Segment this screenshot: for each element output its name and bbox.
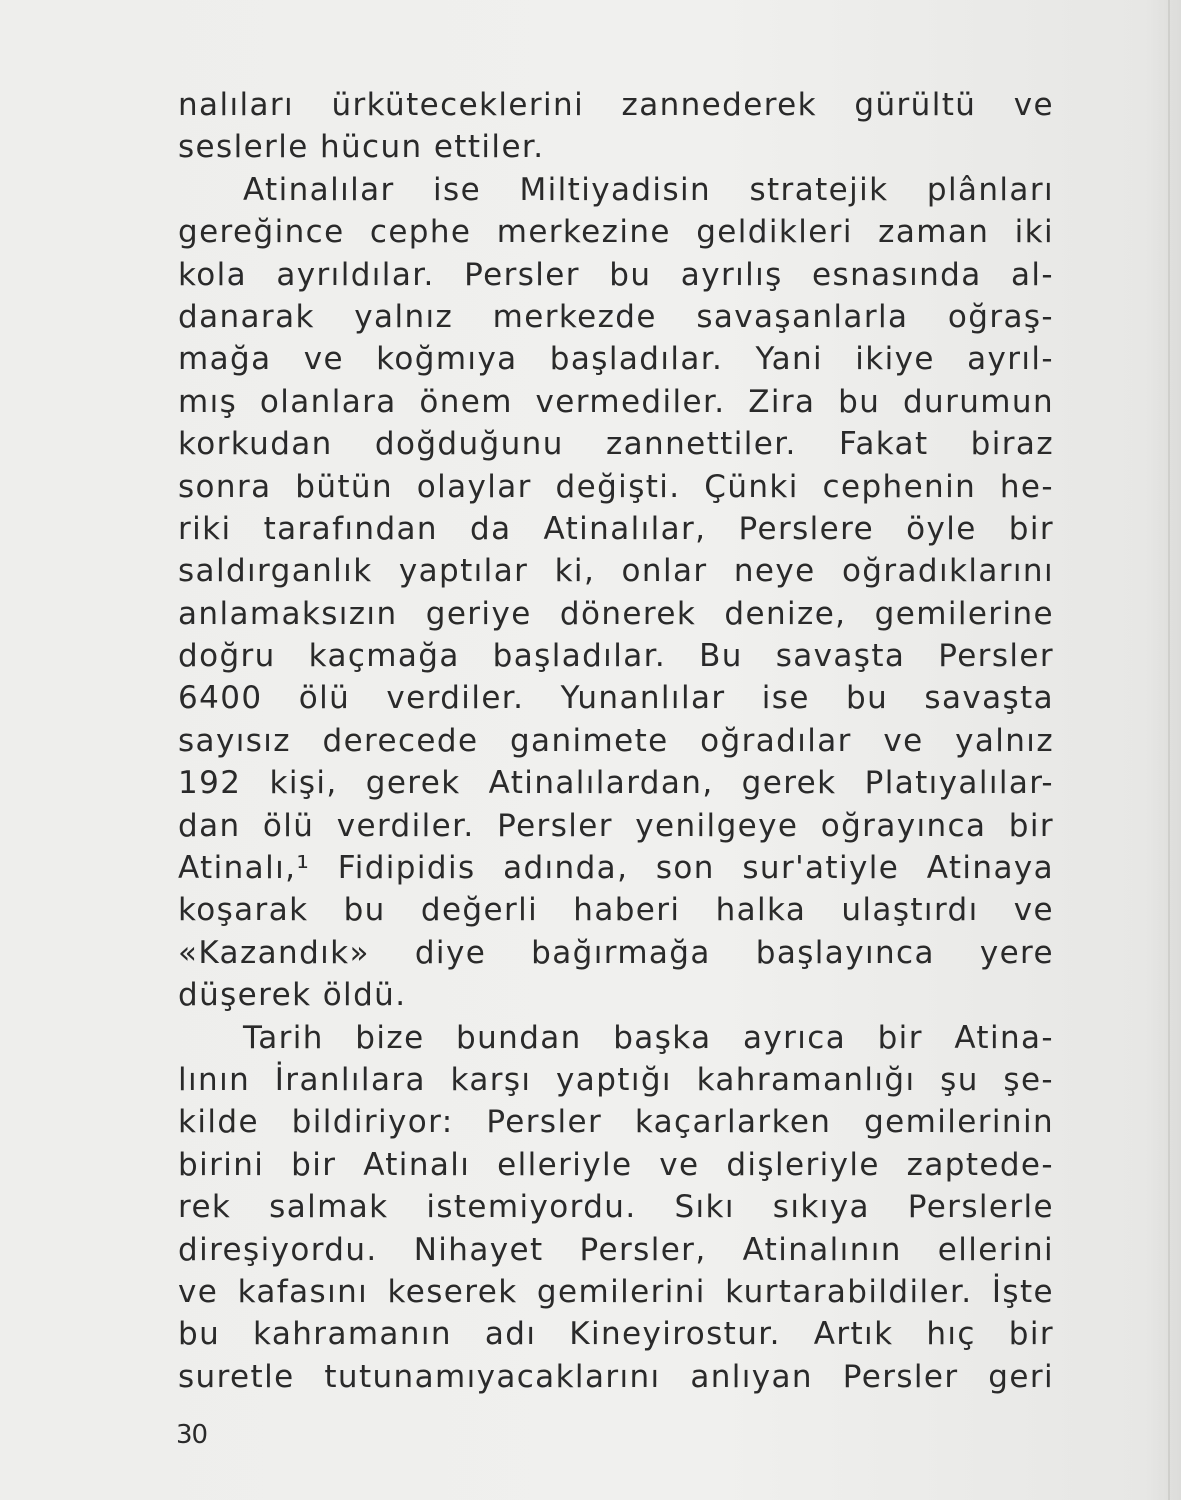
text-line: sonra bütün olaylar değişti. Çünki cephenin he- bbox=[178, 468, 1054, 505]
text-line-paragraph-start: Atinalılar ise Miltiyadisin stratejik plânları bbox=[243, 171, 1054, 208]
text-line: suretle tutunamıyacaklarını anlıyan Persler geri bbox=[178, 1358, 1054, 1395]
text-line: ve kafasını keserek gemilerini kurtarabildiler. İşte bbox=[178, 1273, 1054, 1310]
text-line: gereğince cephe merkezine geldikleri zaman iki bbox=[178, 214, 1054, 251]
text-line: Atinalı,¹ Fidipidis adında, son sur'atiyle Atinaya bbox=[178, 850, 1054, 887]
page-edge-shadow bbox=[1168, 0, 1170, 1500]
text-line: 6400 ölü verdiler. Yunanlılar ise bu savaşta bbox=[178, 680, 1054, 717]
text-line: saldırganlık yaptılar ki, onlar neye oğradıklarını bbox=[178, 553, 1054, 590]
text-line: birini bir Atinalı elleriyle ve dişleriyle zaptede- bbox=[178, 1146, 1054, 1183]
text-line: mış olanlara önem vermediler. Zira bu durumun bbox=[178, 383, 1054, 420]
text-line: anlamaksızın geriye dönerek denize, gemilerine bbox=[178, 595, 1054, 632]
text-line: sayısız derecede ganimete oğradılar ve yalnız bbox=[178, 722, 1054, 759]
text-line: direşiyordu. Nihayet Persler, Atinalının ellerini bbox=[178, 1231, 1054, 1268]
text-line: dan ölü verdiler. Persler yenilgeye oğrayınca bir bbox=[178, 807, 1054, 844]
text-line: düşerek öldü. bbox=[178, 977, 407, 1014]
text-line: lının İranlılara karşı yaptığı kahramanlığı şu şe- bbox=[178, 1061, 1054, 1098]
text-line: 192 kişi, gerek Atinalılardan, gerek Platıyalılar- bbox=[178, 765, 1054, 802]
page-number: 30 bbox=[176, 1420, 208, 1450]
text-line: mağa ve koğmıya başladılar. Yani ikiye ayrıl- bbox=[178, 341, 1054, 378]
text-line: koşarak bu değerli haberi halka ulaştırdı ve bbox=[178, 892, 1054, 929]
text-line: «Kazandık» diye bağırmağa başlayınca yere bbox=[178, 934, 1054, 971]
text-line: kilde bildiriyor: Persler kaçarlarken gemilerinin bbox=[178, 1104, 1054, 1141]
text-line: doğru kaçmağa başladılar. Bu savaşta Persler bbox=[178, 638, 1054, 675]
text-line: seslerle hücun ettiler. bbox=[178, 129, 545, 166]
text-line: riki tarafından da Atinalılar, Perslere öyle bir bbox=[178, 510, 1054, 547]
text-line-paragraph-start: Tarih bize bundan başka ayrıca bir Atina- bbox=[243, 1019, 1054, 1056]
text-line: danarak yalnız merkezde savaşanlarla oğraş- bbox=[178, 298, 1054, 335]
text-line: korkudan doğduğunu zannettiler. Fakat biraz bbox=[178, 426, 1054, 463]
body-text bbox=[178, 84, 1054, 1398]
text-line: bu kahramanın adı Kineyirostur. Artık hıç bir bbox=[178, 1316, 1054, 1353]
text-line: rek salmak istemiyordu. Sıkı sıkıya Perslerle bbox=[178, 1189, 1054, 1226]
text-line: kola ayrıldılar. Persler bu ayrılış esnasında al- bbox=[178, 256, 1054, 293]
text-line: nalıları ürküteceklerini zannederek gürültü ve bbox=[178, 87, 1054, 123]
